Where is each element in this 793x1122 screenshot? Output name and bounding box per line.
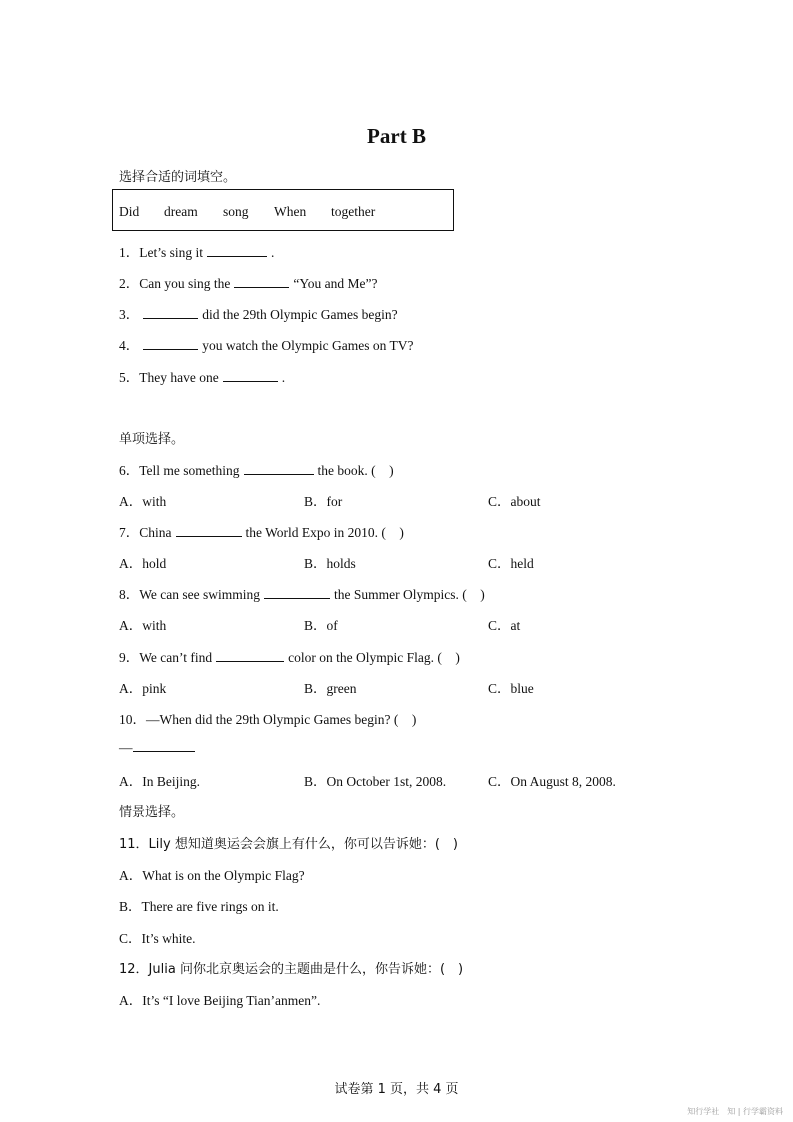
question-text: Tell me something (139, 463, 240, 478)
question-number: 7． (119, 525, 140, 540)
fill-blank-item-3 (119, 303, 398, 323)
option-c[interactable]: C．It’s white. (119, 931, 196, 946)
answer-blank[interactable] (223, 369, 278, 382)
question-number: 10． (119, 712, 146, 727)
answer-blank[interactable] (216, 649, 284, 662)
question-6 (119, 459, 394, 479)
item-text: Can you sing the (139, 276, 231, 291)
word-bank-item: Did (119, 204, 140, 219)
option-a[interactable]: A．In Beijing. (119, 774, 200, 789)
section1-instruction: 选择合适的词填空。 (119, 170, 237, 185)
word-bank-item: song (223, 204, 249, 219)
answer-blank[interactable] (264, 586, 330, 599)
option-c[interactable]: C．at (488, 618, 521, 633)
option-c[interactable]: C．about (488, 494, 541, 509)
answer-blank[interactable] (176, 524, 242, 537)
word-bank-item: When (274, 204, 307, 219)
item-number: 2． (119, 276, 140, 291)
answer-blank[interactable] (234, 275, 289, 288)
question-number: 8． (119, 587, 140, 602)
option-a[interactable]: A．What is on the Olympic Flag? (119, 868, 305, 883)
question-text: the World Expo in 2010. ( ) (245, 525, 404, 540)
fill-blank-item-4 (119, 334, 413, 354)
page-footer: 试卷第 1 页，共 4 页 (334, 1082, 459, 1097)
word-bank-item: together (331, 204, 376, 219)
option-c[interactable]: C．held (488, 556, 534, 571)
option-c[interactable]: C．blue (488, 681, 534, 696)
option-b[interactable]: B．On October 1st, 2008. (304, 774, 447, 789)
item-number: 4． (119, 338, 140, 353)
item-text: . (271, 245, 275, 260)
item-number: 5． (119, 370, 140, 385)
question-text: We can see swimming (139, 587, 261, 602)
option-a[interactable]: A．hold (119, 556, 167, 571)
option-a[interactable]: A．pink (119, 681, 167, 696)
option-a[interactable]: A．with (119, 618, 167, 633)
item-text: “You and Me”? (293, 276, 378, 291)
question-text: —When did the 29th Olympic Games begin? ( ) (146, 712, 417, 727)
item-number: 3． (119, 307, 140, 322)
answer-blank[interactable] (133, 739, 195, 752)
section3-instruction: 情景选择。 (119, 805, 185, 820)
item-text: did the 29th Olympic Games begin? (202, 307, 398, 322)
answer-blank[interactable] (143, 337, 198, 350)
answer-blank[interactable] (207, 244, 267, 257)
option-a[interactable]: A．with (119, 494, 167, 509)
answer-blank[interactable] (244, 462, 314, 475)
option-b[interactable]: B．for (304, 494, 343, 509)
word-bank-box (112, 189, 454, 231)
question-number: 9． (119, 650, 140, 665)
question-text: the Summer Olympics. ( ) (334, 587, 485, 602)
question-10 (119, 708, 416, 728)
page-title: Part B (367, 124, 426, 148)
question-8 (119, 583, 485, 603)
section2-instruction: 单项选择。 (119, 432, 185, 447)
question-number: 6． (119, 463, 140, 478)
question-7 (119, 521, 404, 541)
item-text: Let’s sing it (139, 245, 203, 260)
question-9 (119, 646, 460, 666)
answer-dash: — (119, 740, 133, 755)
option-c[interactable]: C．On August 8, 2008. (488, 774, 616, 789)
option-b[interactable]: B．green (304, 681, 357, 696)
word-bank-item: dream (164, 204, 198, 219)
option-b[interactable]: B．There are five rings on it. (119, 899, 279, 914)
item-number: 1． (119, 245, 140, 260)
question-11: 11．Lily 想知道奥运会会旗上有什么，你可以告诉她：( ) (119, 837, 458, 852)
fill-blank-item-5 (119, 366, 285, 386)
question-text: We can’t find (139, 650, 213, 665)
watermark: 知行学社 知 | 行学霸资料 (687, 1107, 783, 1116)
item-text: . (281, 370, 286, 385)
question-12: 12．Julia 问你北京奥运会的主题曲是什么，你告诉她：( ) (119, 962, 464, 977)
fill-blank-item-2 (119, 272, 378, 292)
question-text: the book. ( ) (317, 463, 394, 478)
question-text: China (139, 525, 172, 540)
answer-blank[interactable] (143, 306, 198, 319)
item-text: They have one (139, 370, 219, 385)
question-text: color on the Olympic Flag. ( ) (288, 650, 460, 665)
option-b[interactable]: B．of (304, 618, 338, 633)
answer-line (119, 739, 199, 756)
item-text: you watch the Olympic Games on TV? (202, 338, 414, 353)
option-a[interactable]: A．It’s “I love Beijing Tian’anmen”. (119, 993, 321, 1008)
option-b[interactable]: B．holds (304, 556, 356, 571)
fill-blank-item-1 (119, 241, 274, 261)
